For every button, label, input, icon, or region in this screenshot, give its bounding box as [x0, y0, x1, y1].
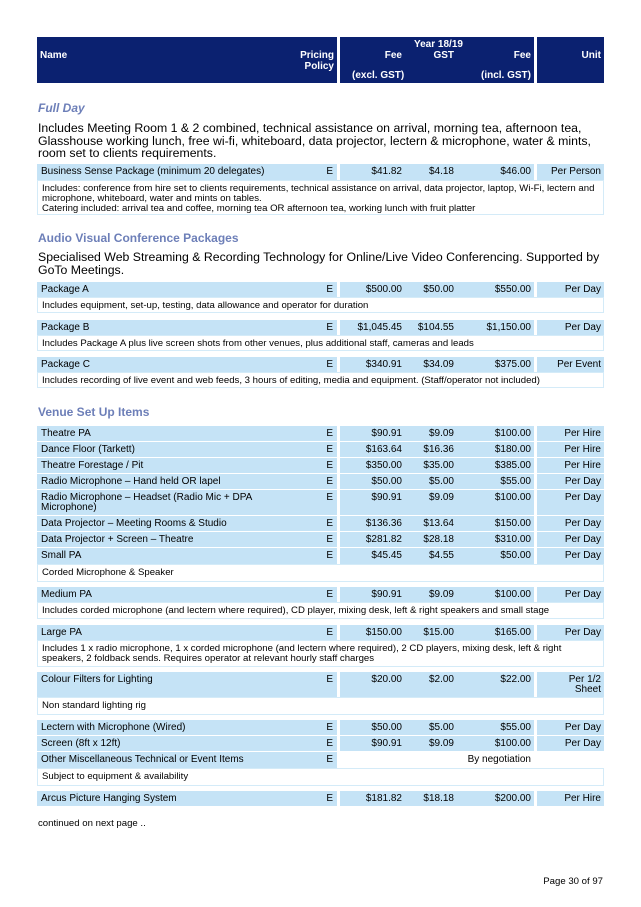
- row-fees: [340, 164, 534, 180]
- row-fees: [340, 426, 534, 441]
- row-fee: $45.45: [371, 550, 402, 561]
- row-total: $1,150.00: [486, 322, 531, 333]
- row-note: Non standard lighting rig: [37, 697, 604, 715]
- continued-note: continued on next page ..: [38, 818, 146, 829]
- row-unit: Per Day: [564, 627, 601, 638]
- row-note: Includes equipment, set-up, testing, data allowance and operator for duration: [37, 297, 604, 313]
- row-fees: [340, 752, 534, 768]
- row-fee: $90.91: [371, 738, 402, 749]
- row-gst: $9.09: [428, 738, 454, 749]
- row-policy: E: [326, 627, 333, 638]
- row-policy: E: [326, 444, 333, 455]
- row-fee: $90.91: [371, 589, 402, 600]
- table-row: [37, 625, 337, 640]
- table-row: [37, 720, 337, 735]
- row-note: Includes: conference from hire set to clients requirements, technical assistance on arrival, data projector, laptop, Wi-Fi, lectern and microphone, whiteboard, water and mints on tables. Catering included: arrival tea and coffee, morning tea OR afternoon tea, working lunch with fruit platter: [37, 180, 604, 215]
- table-row: [37, 474, 337, 489]
- row-total: $100.00: [494, 492, 531, 503]
- header-pricing-line2: Policy: [304, 61, 334, 72]
- row-fees: [340, 320, 534, 335]
- table-row: [37, 442, 337, 457]
- row-gst: $50.00: [423, 284, 454, 295]
- row-unit-cell: [537, 548, 604, 564]
- row-fees: [340, 736, 534, 751]
- row-fee: $150.00: [365, 627, 402, 638]
- row-unit: Per Hire: [564, 428, 601, 439]
- row-gst: $9.09: [428, 589, 454, 600]
- row-policy: E: [326, 476, 333, 487]
- row-policy: E: [326, 550, 333, 561]
- row-fee: $50.00: [371, 476, 402, 487]
- row-fees: [340, 548, 534, 564]
- row-fees: [340, 672, 534, 697]
- row-fee: $340.91: [365, 359, 402, 370]
- row-name: Large PA: [41, 627, 82, 638]
- row-policy: E: [326, 674, 333, 685]
- row-fees: [340, 442, 534, 457]
- row-name: Medium PA: [41, 589, 92, 600]
- row-unit-cell: [537, 736, 604, 751]
- row-total: $180.00: [494, 444, 531, 455]
- header-fee-incl: Fee: [513, 50, 531, 61]
- row-name: Package A: [41, 284, 89, 295]
- table-row: [37, 752, 337, 768]
- row-fee: $90.91: [371, 428, 402, 439]
- row-unit: Per Person: [550, 166, 601, 177]
- row-unit: Per Day: [564, 722, 601, 733]
- row-name: Package B: [41, 322, 90, 333]
- table-row: [37, 548, 337, 564]
- row-unit: Per Day: [564, 518, 601, 529]
- row-unit-cell: [537, 516, 604, 531]
- row-name: Dance Floor (Tarkett): [41, 444, 135, 455]
- row-total: $46.00: [500, 166, 531, 177]
- row-gst: $15.00: [423, 627, 454, 638]
- row-gst: $9.09: [428, 492, 454, 503]
- header-year: Year 18/19: [414, 39, 463, 50]
- table-row: [37, 516, 337, 531]
- row-fees: [340, 282, 534, 297]
- row-gst: $5.00: [428, 722, 454, 733]
- row-name: Business Sense Package (minimum 20 delegates): [41, 166, 265, 177]
- row-gst: $4.18: [428, 166, 454, 177]
- row-name: Data Projector + Screen – Theatre: [41, 534, 194, 545]
- row-fee: $20.00: [371, 674, 402, 685]
- row-gst: $28.18: [423, 534, 454, 545]
- table-row: [37, 490, 337, 515]
- row-name: Small PA: [41, 550, 82, 561]
- row-unit-cell: [537, 474, 604, 489]
- row-fees: [340, 490, 534, 515]
- row-unit: Per Day: [564, 322, 601, 333]
- row-policy: E: [326, 518, 333, 529]
- header-fees-cell: [340, 37, 534, 83]
- row-fee: $500.00: [365, 284, 402, 295]
- row-name-line2: Microphone): [41, 502, 97, 513]
- row-fees: [340, 720, 534, 735]
- row-fee: $350.00: [365, 460, 402, 471]
- row-fees: [340, 474, 534, 489]
- row-gst: $4.55: [428, 550, 454, 561]
- row-total: $100.00: [494, 428, 531, 439]
- row-total: $50.00: [500, 550, 531, 561]
- row-unit: Per Day: [564, 550, 601, 561]
- row-unit-cell: [537, 164, 604, 180]
- row-note: Subject to equipment & availability: [37, 768, 604, 786]
- row-gst: $34.09: [423, 359, 454, 370]
- row-unit-cell: [537, 442, 604, 457]
- row-unit: Per Day: [564, 738, 601, 749]
- row-note: Includes corded microphone (and lectern where required), CD player, mixing desk, left & right speakers and small stage: [37, 602, 604, 619]
- row-policy: E: [326, 359, 333, 370]
- row-name: Colour Filters for Lighting: [41, 674, 153, 685]
- row-unit-cell: [537, 320, 604, 335]
- row-negotiation: By negotiation: [467, 754, 531, 765]
- row-note: Corded Microphone & Speaker: [37, 564, 604, 582]
- row-fees: [340, 625, 534, 640]
- header-gst: GST: [433, 50, 454, 61]
- row-total: $165.00: [494, 627, 531, 638]
- row-total: $55.00: [500, 476, 531, 487]
- row-gst: $5.00: [428, 476, 454, 487]
- row-unit: Per Day: [564, 284, 601, 295]
- table-row: [37, 164, 337, 180]
- row-unit-cell: [537, 625, 604, 640]
- table-row: [37, 532, 337, 547]
- row-unit-line2: Sheet: [574, 684, 601, 695]
- row-unit-cell: [537, 490, 604, 515]
- row-policy: E: [326, 722, 333, 733]
- row-policy: E: [326, 166, 333, 177]
- row-note: Includes 1 x radio microphone, 1 x corded microphone (and lectern where required), 2 CD players, mixing desk, left & right speakers, 2 foldback sends. Requires operator at relevant hourly staff charges: [37, 640, 604, 667]
- row-gst: $35.00: [423, 460, 454, 471]
- row-policy: E: [326, 322, 333, 333]
- section-title-full-day: Full Day: [38, 101, 85, 115]
- row-gst: $18.18: [423, 793, 454, 804]
- row-fee: $50.00: [371, 722, 402, 733]
- row-unit-cell: [537, 426, 604, 441]
- row-unit-cell: [537, 587, 604, 602]
- row-unit-cell: [537, 458, 604, 473]
- row-policy: E: [326, 534, 333, 545]
- row-total: $100.00: [494, 738, 531, 749]
- table-row: [37, 736, 337, 751]
- row-name: Theatre Forestage / Pit: [41, 460, 144, 471]
- row-fee: $90.91: [371, 492, 402, 503]
- row-unit-cell: [537, 672, 604, 697]
- row-unit: Per Day: [564, 476, 601, 487]
- table-row: [37, 282, 337, 297]
- row-fees: [340, 458, 534, 473]
- row-total: $550.00: [494, 284, 531, 295]
- row-note: Includes recording of live event and web feeds, 3 hours of editing, media and equipment. (Staff/operator not included): [37, 372, 604, 388]
- row-total: $200.00: [494, 793, 531, 804]
- row-name: Radio Microphone – Hand held OR lapel: [41, 476, 221, 487]
- row-name: Data Projector – Meeting Rooms & Studio: [41, 518, 227, 529]
- header-name-cell: [37, 37, 337, 83]
- row-unit: Per Day: [564, 534, 601, 545]
- row-policy: E: [326, 738, 333, 749]
- row-gst: $13.64: [423, 518, 454, 529]
- row-unit-cell: [537, 532, 604, 547]
- row-policy: E: [326, 284, 333, 295]
- row-policy: E: [326, 589, 333, 600]
- row-fees: [340, 357, 534, 372]
- row-unit: Per Hire: [564, 460, 601, 471]
- header-name: Name: [40, 50, 68, 61]
- row-unit: Per Day: [564, 492, 601, 503]
- row-fees: [340, 516, 534, 531]
- row-unit-cell: [537, 357, 604, 372]
- row-note: Includes Package A plus live screen shots from other venues, plus additional staff, cameras and leads: [37, 335, 604, 351]
- row-unit-cell: [537, 282, 604, 297]
- row-total: $22.00: [500, 674, 531, 685]
- row-unit-cell: [537, 752, 604, 768]
- table-row: [37, 320, 337, 335]
- row-total: $55.00: [500, 722, 531, 733]
- row-name: Screen (8ft x 12ft): [41, 738, 121, 749]
- row-fee: $41.82: [371, 166, 402, 177]
- full-day-description: Includes Meeting Room 1 & 2 combined, technical assistance on arrival, morning tea, afternoon tea, Glasshouse working lunch, free wi-fi, whiteboard, data projector, lectern & microphone, water & mints, room set to clients requirements.: [38, 121, 591, 161]
- row-name: Arcus Picture Hanging System: [41, 793, 177, 804]
- header-unit: Unit: [581, 50, 601, 61]
- row-policy: E: [326, 754, 333, 765]
- row-fee: $281.82: [365, 534, 402, 545]
- table-row: [37, 791, 337, 806]
- row-total: $150.00: [494, 518, 531, 529]
- row-fee: $1,045.45: [357, 322, 402, 333]
- row-policy: E: [326, 793, 333, 804]
- row-policy: E: [326, 428, 333, 439]
- row-fees: [340, 587, 534, 602]
- row-unit: Per Event: [557, 359, 601, 370]
- row-gst: $9.09: [428, 428, 454, 439]
- row-policy: E: [326, 460, 333, 471]
- row-fee: $163.64: [365, 444, 402, 455]
- row-policy: E: [326, 492, 333, 503]
- row-name-line1: Radio Microphone – Headset (Radio Mic + DPA: [41, 492, 253, 503]
- section-title-av: Audio Visual Conference Packages: [38, 231, 239, 245]
- row-gst: $104.55: [417, 322, 454, 333]
- header-pricing-line1: Pricing: [300, 50, 334, 61]
- table-row: [37, 357, 337, 372]
- row-fees: [340, 791, 534, 806]
- row-unit: Per Day: [564, 589, 601, 600]
- table-row: [37, 426, 337, 441]
- row-name: Other Miscellaneous Technical or Event Items: [41, 754, 244, 765]
- header-excl-gst: (excl. GST): [352, 70, 405, 81]
- row-unit-cell: [537, 720, 604, 735]
- page-number: Page 30 of 97: [543, 876, 603, 887]
- row-fees: [340, 532, 534, 547]
- row-gst: $16.36: [423, 444, 454, 455]
- row-unit-cell: [537, 791, 604, 806]
- row-unit: Per Hire: [564, 793, 601, 804]
- table-row: [37, 458, 337, 473]
- header-fee-excl: Fee: [384, 50, 402, 61]
- table-row: [37, 587, 337, 602]
- section-title-venue: Venue Set Up Items: [38, 405, 150, 419]
- row-fee: $136.36: [365, 518, 402, 529]
- row-unit-line1: Per 1/2: [568, 674, 601, 685]
- row-unit: Per Hire: [564, 444, 601, 455]
- row-total: $100.00: [494, 589, 531, 600]
- row-fee: $181.82: [365, 793, 402, 804]
- row-gst: $2.00: [428, 674, 454, 685]
- row-name: Package C: [41, 359, 90, 370]
- row-total: $375.00: [494, 359, 531, 370]
- row-name: Lectern with Microphone (Wired): [41, 722, 186, 733]
- row-total: $385.00: [494, 460, 531, 471]
- row-name: Theatre PA: [41, 428, 91, 439]
- header-unit-cell: [537, 37, 604, 83]
- av-description: Specialised Web Streaming & Recording Technology for Online/Live Video Conferencing. Supported by GoTo Meetings.: [38, 250, 600, 277]
- header-incl-gst: (incl. GST): [481, 70, 531, 81]
- table-row: [37, 672, 337, 697]
- row-total: $310.00: [494, 534, 531, 545]
